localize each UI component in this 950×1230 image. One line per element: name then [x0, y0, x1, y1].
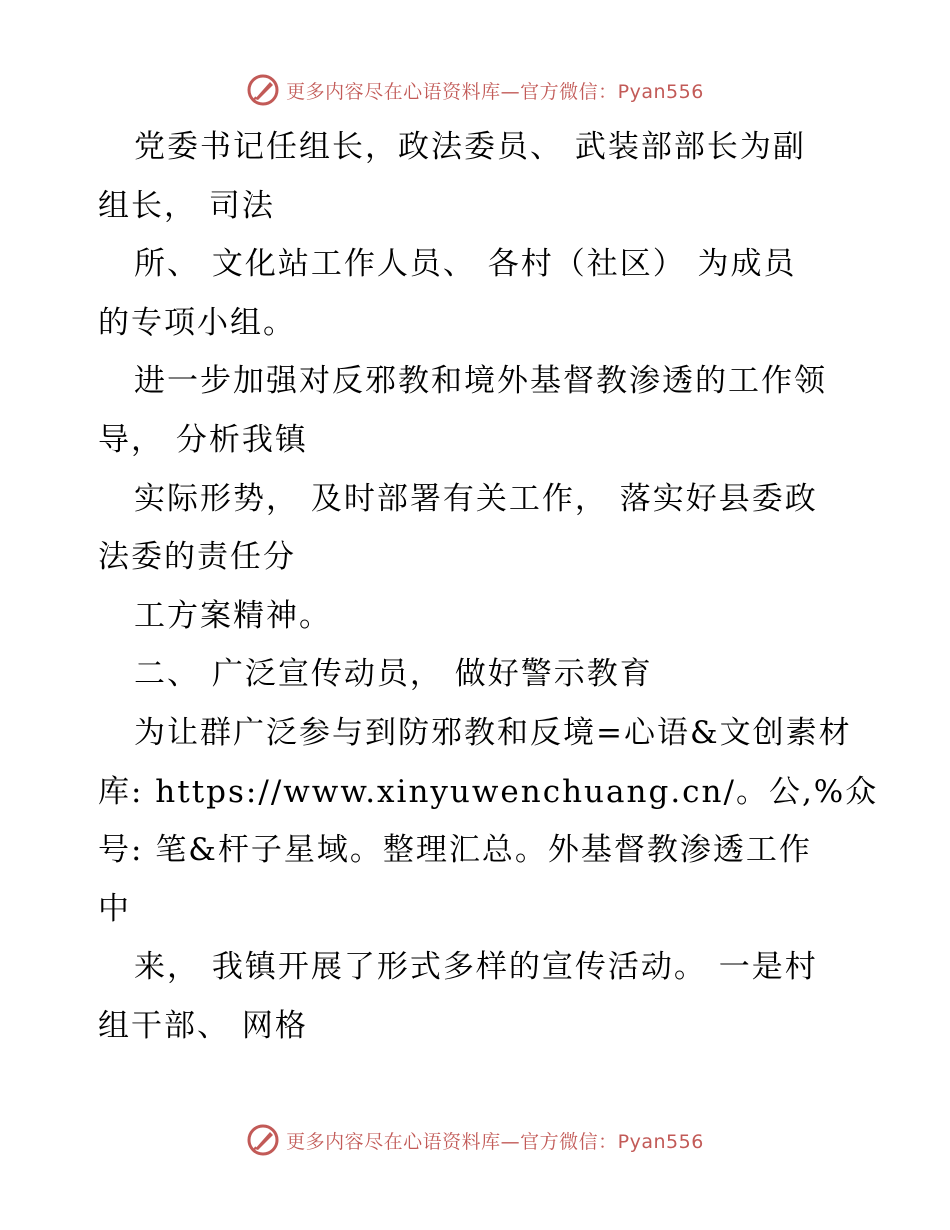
- body-line: 来， 我镇开展了形式多样的宣传活动。 一是村: [134, 949, 818, 986]
- body-line: 导， 分析我镇: [98, 421, 308, 458]
- body-line: 组干部、 网格: [98, 1007, 308, 1044]
- body-line: 的专项小组。: [98, 304, 296, 341]
- body-line: 工方案精神。: [134, 597, 332, 634]
- footer-banner-text: 更多内容尽在心语资料库—官方微信：Pyan556: [286, 1130, 704, 1153]
- body-line: 进一步加强对反邪教和境外基督教渗透的工作领: [134, 363, 827, 400]
- body-line: 组长， 司法: [98, 187, 275, 224]
- body-line: 党委书记任组长，政法委员、 武装部部长为副: [134, 129, 806, 165]
- body-line: 库: https://www.xinyuwenchuang.cn/。公,%众: [98, 773, 879, 810]
- section-heading: 二、 广泛宣传动员， 做好警示教育: [134, 656, 653, 693]
- body-line: 号: 笔&杆子星域。整理汇总。外基督教渗透工作: [98, 832, 812, 869]
- quill-logo-icon: [246, 1123, 280, 1157]
- body-line: 法委的责任分: [98, 539, 296, 576]
- quill-logo-icon: [246, 73, 280, 107]
- body-line: 所、 文化站工作人员、 各村（社区） 为成员: [134, 246, 797, 283]
- body-line: 中: [98, 890, 131, 927]
- header-banner: [0, 70, 950, 110]
- body-line: 实际形势， 及时部署有关工作， 落实好县委政: [134, 480, 818, 517]
- body-line: 为让群广泛参与到防邪教和反境=心语&文创素材: [134, 714, 852, 751]
- footer-banner: [0, 1120, 950, 1160]
- header-banner-text: 更多内容尽在心语资料库—官方微信：Pyan556: [286, 80, 704, 103]
- document-body: [98, 118, 879, 1056]
